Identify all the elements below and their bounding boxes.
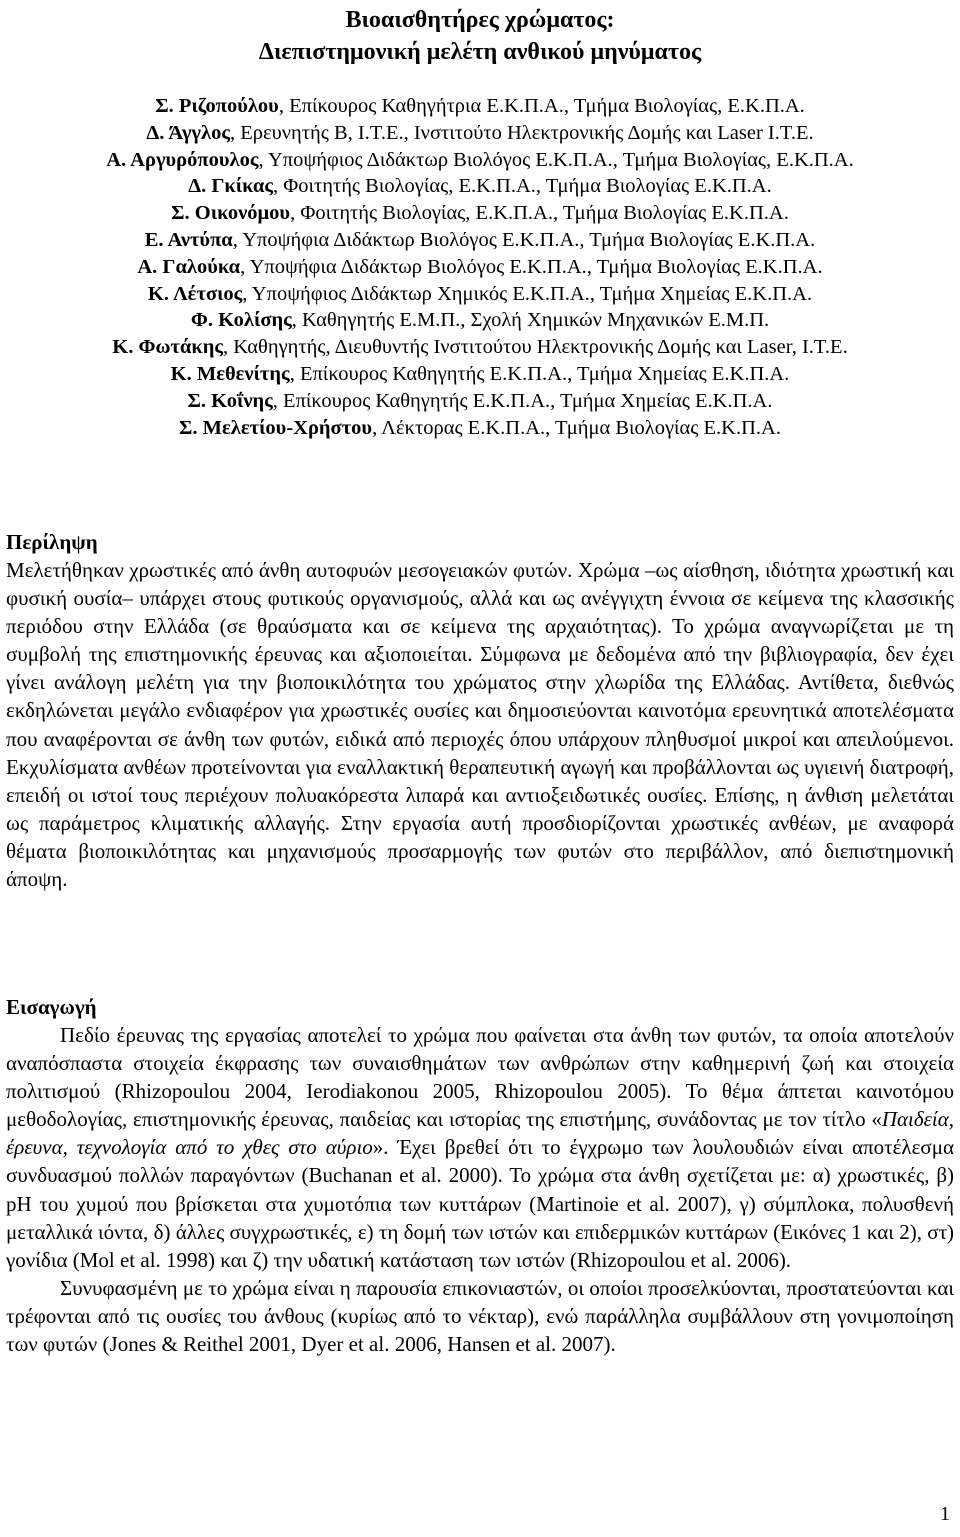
author-affiliation: , Επίκουρος Καθηγήτρια Ε.Κ.Π.Α., Τμήμα Βιολογίας, Ε.Κ.Π.Α. bbox=[278, 95, 805, 117]
author-line bbox=[0, 173, 960, 200]
introduction-heading: Εισαγωγή bbox=[6, 995, 97, 1019]
author-affiliation: , Φοιτητής Βιολογίας, Ε.Κ.Π.Α., Τμήμα Βιολογίας Ε.Κ.Π.Α. bbox=[273, 175, 772, 198]
author-line bbox=[0, 334, 960, 361]
author-line bbox=[0, 415, 960, 442]
introduction-paragraph-1 bbox=[6, 1021, 954, 1274]
abstract-text: Μελετήθηκαν χρωστικές από άνθη αυτοφυών μεσογειακών φυτών. Χρώμα –ως αίσθηση, ιδιότητα χρωστική και φυσική ουσία– υπάρχει στους φυτικούς οργανισμούς, αλλά και ως ανέγγιχτη έννοια σε κείμενα της κλασσικής περιόδου στην Ελλάδα (σε θραύσματα και σε κείμενα της αρχαιότητας). Το χρώμα αναγνωρίζεται με τη συμβολή της επιστημονικής έρευνας και αξιοποιείται. Σύμφωνα με δεδομένα από την βιβλιογραφία, δεν έχει γίνει ανάλογη μελέτη για την βιοποικιλότητα του χρώματος στην χλωρίδα της Ελλάδας. Αντίθετα, διεθνώς εκδηλώνεται μεγάλο ενδιαφέρον για χρωστικές ουσίες και δημοσιεύονται καινοτόμα ερευνητικά αποτελέσματα που αναφέρονται σε άνθη των φυτών, ειδικά από περιοχές όπου υπάρχουν πληθυσμοί μικροί και απειλούμενοι. Εκχυλίσματα ανθέων προτείνονται για εναλλακτική θεραπευτική αγωγή και προβάλλονται ως υγιεινή διατροφή, επειδή οι ιστοί τους περιέχουν πολυακόρεστα λιπαρά και αντιοξειδωτικές ουσίες. Επίσης, η άνθιση μελετάται ως παράμετρος κλιματικής αλλαγής. Στην εργασία αυτή προσδιορίζονται χρωστικές ανθέων, με αναφορά θέματα βιοποικιλότητας και μηχανισμούς προσαρμογής των φυτών στο περιβάλλον, από διεπιστημονική άποψη. bbox=[6, 558, 954, 892]
author-affiliation: , Υποψήφια Διδάκτωρ Βιολόγος Ε.Κ.Π.Α., Τμήμα Βιολογίας Ε.Κ.Π.Α. bbox=[240, 255, 823, 278]
author-line bbox=[0, 120, 960, 147]
author-line bbox=[0, 281, 960, 308]
author-name: Κ. Μεθενίτης bbox=[170, 362, 290, 385]
author-line bbox=[0, 227, 960, 254]
author-name: Κ. Λέτσιος bbox=[147, 282, 243, 305]
intro-text-part-2: ». Έχει βρεθεί ότι το έγχρωμο των λουλουδιών είναι αποτέλεσμα συνδυασμού πολλών παραγόντων (Buchanan et al. 2000). Το χρώμα στα άνθη σχετίζεται με: α) χρωστικές, β) pH του χυμού που βρίσκεται στα χυμοτόπια των κυττάρων (Martinoie et al. 2007), γ) σύμπλοκα, πολυσθενή μεταλλικά ιόντα, δ) άλλες συγχρωστικές, ε) τη δομή των ιστών και επιδερμικών κυττάρων (Εικόνες 1 και 2), στ) γονίδια (Mol et al. 1998) και ζ) την υδατική κατάσταση των ιστών (Rhizopoulou et al. 2006). bbox=[6, 1135, 954, 1272]
introduction-section bbox=[6, 993, 954, 1358]
author-affiliation: , Υποψήφιος Διδάκτωρ Βιολόγος Ε.Κ.Π.Α., Τμήμα Βιολογίας, Ε.Κ.Π.Α. bbox=[258, 148, 854, 171]
author-name: Α. Αργυρόπουλος bbox=[106, 148, 259, 171]
author-line bbox=[0, 147, 960, 174]
abstract-section bbox=[6, 528, 954, 893]
author-name: Κ. Φωτάκης bbox=[112, 336, 224, 359]
author-line bbox=[0, 388, 960, 415]
author-affiliation: , Λέκτορας Ε.Κ.Π.Α., Τμήμα Βιολογίας Ε.Κ.Π.Α. bbox=[372, 416, 781, 439]
author-line bbox=[0, 361, 960, 388]
author-affiliation: , Φοιτητής Βιολογίας, Ε.Κ.Π.Α., Τμήμα Βιολογίας Ε.Κ.Π.Α. bbox=[290, 202, 789, 225]
introduction-paragraph-2: Συνυφασμένη με το χρώμα είναι η παρουσία επικονιαστών, οι οποίοι προσελκύονται, προστατεύονται και τρέφονται από τις ουσίες του άνθους (κυρίως από το νέκταρ), ενώ παράλληλα συμβάλλουν στη γονιμοποίηση των φυτών (Jones & Reithel 2001, Dyer et al. 2006, Hansen et al. 2007). bbox=[6, 1275, 954, 1357]
author-affiliation: , Υποψήφια Διδάκτωρ Βιολόγος Ε.Κ.Π.Α., Τμήμα Βιολογίας Ε.Κ.Π.Α. bbox=[232, 228, 816, 251]
author-name: Ε. Αντύπα bbox=[144, 228, 233, 251]
author-name: Δ. Γκίκας bbox=[188, 175, 273, 198]
author-name: Δ. Άγγλος bbox=[146, 121, 230, 144]
author-affiliation: , Καθηγητής, Διευθυντής Ινστιτούτου Ηλεκτρονικής Δομής και Laser, Ι.Τ.Ε. bbox=[223, 336, 848, 359]
author-name: Σ. Ριζοπούλου bbox=[155, 95, 279, 117]
author-name: Α. Γαλούκα bbox=[137, 255, 241, 278]
author-affiliation: , Επίκουρος Καθηγητής Ε.Κ.Π.Α., Τμήμα Χημείας Ε.Κ.Π.Α. bbox=[272, 389, 773, 412]
author-name: Σ. Κοΐνης bbox=[187, 389, 273, 412]
author-line bbox=[0, 254, 960, 281]
author-name: Φ. Κολίσης bbox=[190, 309, 292, 332]
author-name: Σ. Οικονόμου bbox=[171, 202, 291, 225]
author-affiliation: , Επίκουρος Καθηγητής Ε.Κ.Π.Α., Τμήμα Χημείας Ε.Κ.Π.Α. bbox=[289, 362, 790, 385]
title-line-2: Διεπιστημονική μελέτη ανθικού μηνύματος bbox=[258, 39, 702, 65]
author-list bbox=[0, 93, 960, 441]
author-name: Σ. Μελετίου-Χρήστου bbox=[179, 416, 373, 439]
title-line-1: Βιοαισθητήρες χρώματος: bbox=[345, 7, 615, 33]
author-line bbox=[0, 200, 960, 227]
author-affiliation: , Υποψήφιος Διδάκτωρ Χημικός Ε.Κ.Π.Α., Τμήμα Χημείας Ε.Κ.Π.Α. bbox=[242, 282, 813, 305]
intro-italic-title: Παιδεία, έρευνα, τεχνολογία από το χθες στο αύριο bbox=[6, 1107, 954, 1160]
paper-title bbox=[0, 4, 960, 68]
page-number: 1 bbox=[940, 1503, 950, 1525]
author-line bbox=[0, 307, 960, 334]
author-affiliation: , Καθηγητής Ε.Μ.Π., Σχολή Χημικών Μηχανικών Ε.Μ.Π. bbox=[291, 309, 770, 332]
author-line bbox=[0, 93, 960, 120]
author-affiliation: , Ερευνητής Β, Ι.Τ.Ε., Ινστιτούτο Ηλεκτρονικής Δομής και Laser Ι.Τ.Ε. bbox=[230, 121, 814, 144]
intro-text-part-1: Πεδίο έρευνας της εργασίας αποτελεί το χρώμα που φαίνεται στα άνθη των φυτών, τα οποία αποτελούν αναπόσπαστα στοιχεία έκφρασης των συναισθημάτων των ανθρώπων στην καθημερινή ζωή και στοιχεία πολιτισμού (Rhizopoulou 2004, Ierodiakonou 2005, Rhizopoulou 2005). Το θέμα άπτεται καινοτόμου μεθοδολογίας, επιστημονικής έρευνας, παιδείας και ιστορίας της επιστήμης, συνάδοντας με τον τίτλο « bbox=[6, 1023, 954, 1132]
abstract-heading: Περίληψη bbox=[6, 530, 98, 554]
